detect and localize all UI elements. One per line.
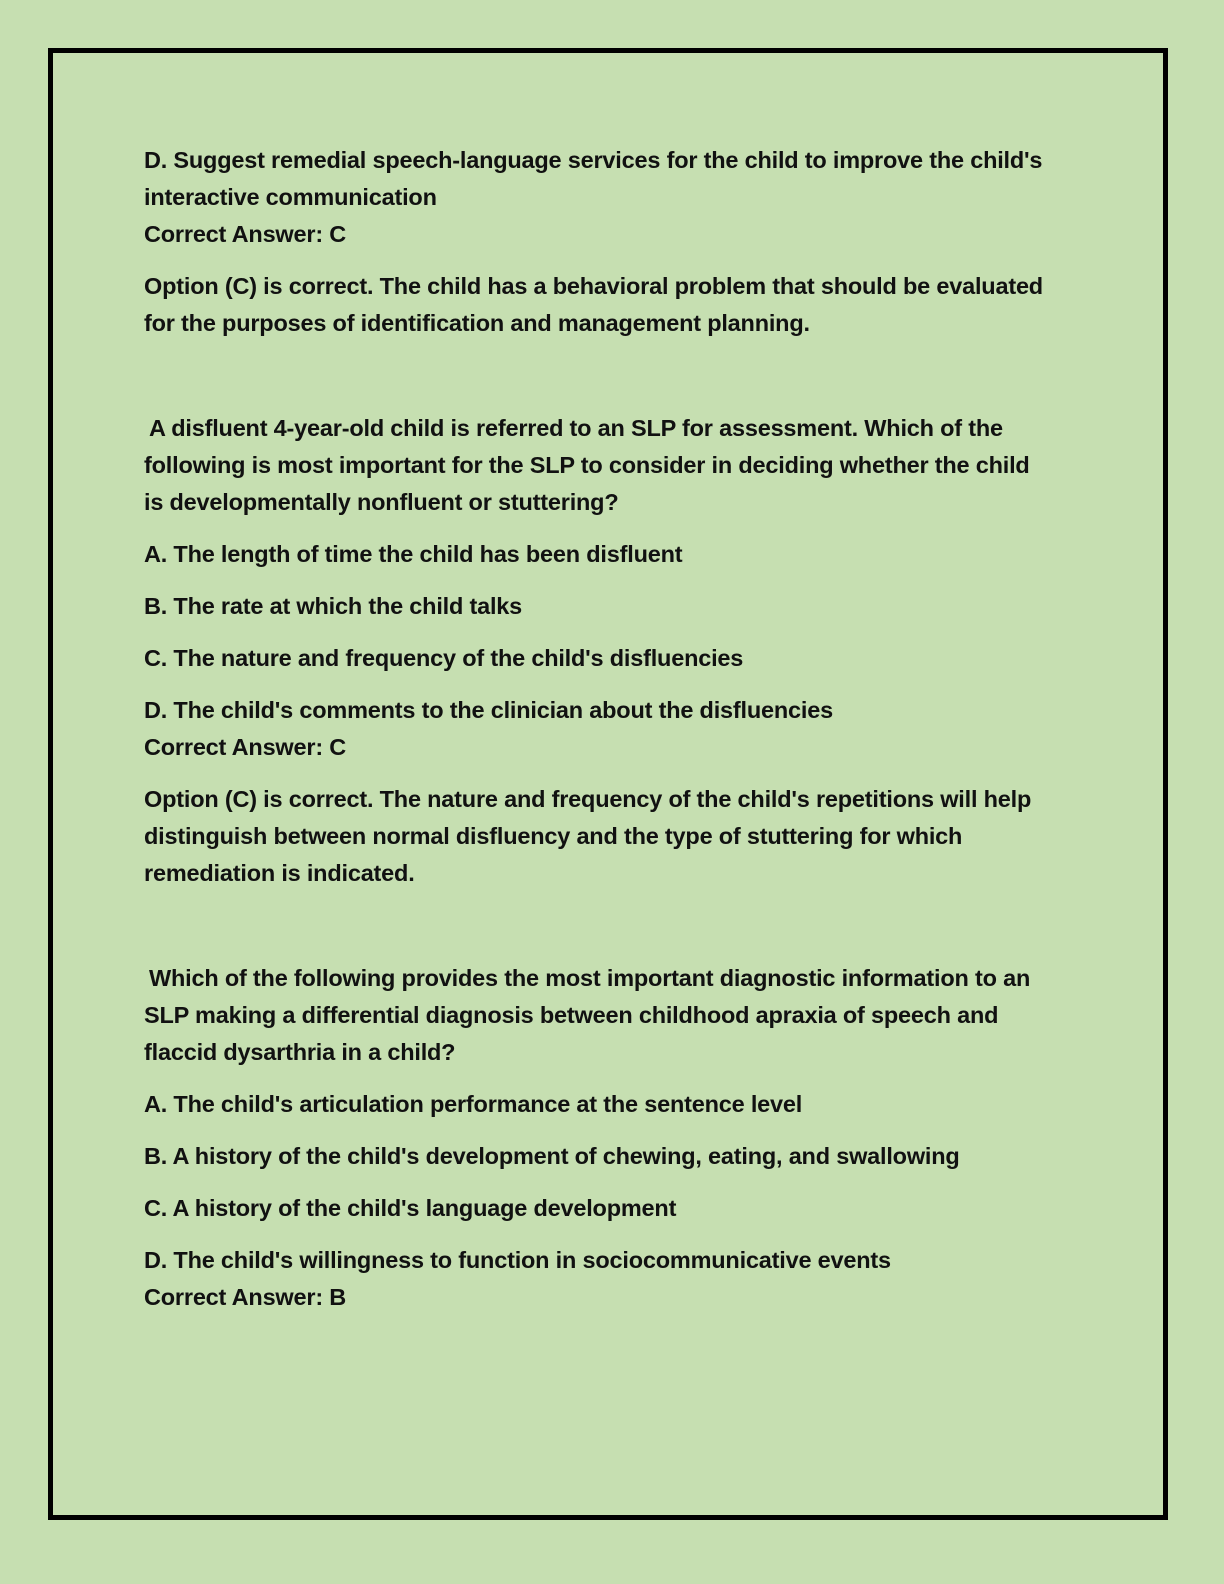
question-stem-continued: SLP making a differential diagnosis between childhood apraxia of speech and: [144, 1002, 999, 1028]
option-d: D. The child's willingness to function in sociocommunicative events: [144, 1247, 891, 1273]
option-a: A. The length of time the child has been disfluent: [144, 541, 683, 567]
option-d: D. Suggest remedial speech-language services for the child to improve the child's: [144, 147, 1043, 173]
explanation-continued: distinguish between normal disfluency and the type of stuttering for which: [144, 823, 963, 849]
previous-question-tail: [144, 142, 1089, 342]
correct-answer: Correct Answer: C: [144, 734, 347, 760]
correct-answer: Correct Answer: C: [144, 221, 347, 247]
question-stem: A disfluent 4-year-old child is referred to an SLP for assessment. Which of the: [149, 415, 1003, 441]
question-stem-continued: is developmentally nonfluent or stuttering?: [144, 489, 619, 515]
question-stem-continued: flaccid dysarthria in a child?: [144, 1039, 456, 1065]
option-b: B. The rate at which the child talks: [144, 593, 523, 619]
option-c: C. A history of the child's language development: [144, 1195, 677, 1221]
explanation-continued: for the purposes of identification and management planning.: [144, 310, 810, 336]
option-b: B. A history of the child's development of chewing, eating, and swallowing: [144, 1143, 960, 1169]
question-block-apraxia: [144, 960, 1089, 1316]
question-stem: Which of the following provides the most important diagnostic information to an: [149, 965, 1031, 991]
option-a: A. The child's articulation performance at the sentence level: [144, 1091, 803, 1117]
question-stem-continued: following is most important for the SLP to consider in deciding whether the child: [144, 452, 1030, 478]
option-d-continued: interactive communication: [144, 184, 437, 210]
explanation: Option (C) is correct. The child has a behavioral problem that should be evaluated: [144, 273, 1043, 299]
question-block-disfluency: [144, 410, 1089, 892]
explanation: Option (C) is correct. The nature and frequency of the child's repetitions will help: [144, 786, 1032, 812]
option-c: C. The nature and frequency of the child's disfluencies: [144, 645, 744, 671]
document-body: [144, 142, 1089, 1316]
option-d: D. The child's comments to the clinician about the disfluencies: [144, 697, 833, 723]
explanation-continued: remediation is indicated.: [144, 860, 415, 886]
correct-answer: Correct Answer: B: [144, 1284, 347, 1310]
